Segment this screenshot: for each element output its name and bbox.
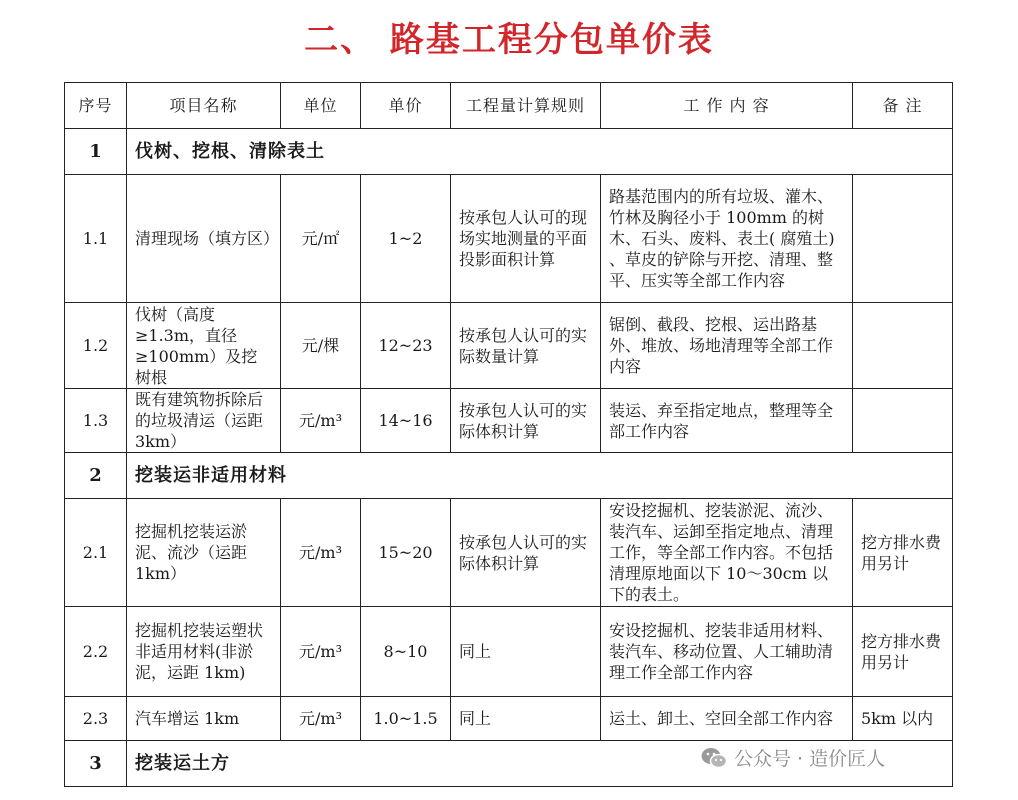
page-title: 二、 路基工程分包单价表 [304,20,714,60]
row-name: 挖掘机挖装运淤泥、流沙（运距 1km） [127,499,281,607]
row-no: 1.3 [65,389,127,453]
row-price: 1~2 [361,175,451,303]
row-name: 伐树（高度≥1.3m，直径≥100mm）及挖树根 [127,303,281,389]
row-note [853,303,953,389]
table-row [65,499,953,607]
row-price: 14~16 [361,389,451,453]
row-name: 汽车增运 1km [127,697,281,741]
row-work: 路基范围内的所有垃圾、灌木、竹林及胸径小于 100mm 的树木、石头、废料、表土( 腐殖土) 、草皮的铲除与开挖、清理、整平、压实等全部工作内容 [601,175,853,303]
section-no: 2 [65,453,127,499]
row-name: 既有建筑物拆除后的垃圾清运（运距 3km） [127,389,281,453]
header-price: 单价 [361,83,451,129]
row-no: 2.2 [65,607,127,697]
row-no: 1.2 [65,303,127,389]
table-row [65,697,953,741]
row-rule: 同上 [451,607,601,697]
row-work: 安设挖掘机、挖装非适用材料、装汽车、移动位置、人工辅助清理工作全部工作内容 [601,607,853,697]
row-note [853,389,953,453]
row-unit: 元/㎡ [281,175,361,303]
header-name: 项目名称 [127,83,281,129]
row-note: 挖方排水费用另计 [853,499,953,607]
section-row [65,129,953,175]
watermark-text: 公众号 · 造价匠人 [734,748,886,770]
row-no: 2.3 [65,697,127,741]
row-unit: 元/m³ [281,389,361,453]
row-rule: 同上 [451,697,601,741]
row-work: 安设挖掘机、挖装淤泥、流沙、装汽车、运卸至指定地点、清理工作，等全部工作内容。不包括清理原地面以下 10～30cm 以下的表土。 [601,499,853,607]
row-rule: 按承包人认可的现场实地测量的平面投影面积计算 [451,175,601,303]
row-name: 挖掘机挖装运塑状非适用材料(非淤泥，运距 1km) [127,607,281,697]
row-work: 锯倒、截段、挖根、运出路基外、堆放、场地清理等全部工作内容 [601,303,853,389]
section-row [65,453,953,499]
row-work: 运土、卸土、空回全部工作内容 [601,697,853,741]
section-no: 1 [65,129,127,175]
table-row [65,389,953,453]
section-no: 3 [65,741,127,787]
table-row [65,303,953,389]
header-unit: 单位 [281,83,361,129]
header-note: 备 注 [853,83,953,129]
row-name: 清理现场（填方区） [127,175,281,303]
unit-price-table [64,82,953,787]
header-work: 工 作 内 容 [601,83,853,129]
row-price: 8~10 [361,607,451,697]
row-unit: 元/m³ [281,499,361,607]
row-unit: 元/m³ [281,607,361,697]
row-price: 15~20 [361,499,451,607]
row-no: 2.1 [65,499,127,607]
row-note: 5km 以内 [853,697,953,741]
section-name: 挖装运非适用材料 [127,453,953,499]
section-name: 伐树、挖根、清除表土 [127,129,953,175]
table-row [65,175,953,303]
row-price: 1.0~1.5 [361,697,451,741]
row-unit: 元/棵 [281,303,361,389]
table-row [65,607,953,697]
row-no: 1.1 [65,175,127,303]
watermark [700,744,885,771]
table-header-row [65,83,953,129]
row-rule: 按承包人认可的实际体积计算 [451,499,601,607]
row-note [853,175,953,303]
row-price: 12~23 [361,303,451,389]
header-no: 序号 [65,83,127,129]
row-rule: 按承包人认可的实际体积计算 [451,389,601,453]
row-work: 装运、弃至指定地点，整理等全部工作内容 [601,389,853,453]
header-rule: 工程量计算规则 [451,83,601,129]
wechat-icon [700,746,728,770]
row-rule: 按承包人认可的实际数量计算 [451,303,601,389]
row-unit: 元/m³ [281,697,361,741]
row-note: 挖方排水费用另计 [853,607,953,697]
section-name: 挖装运土方 [127,741,953,787]
